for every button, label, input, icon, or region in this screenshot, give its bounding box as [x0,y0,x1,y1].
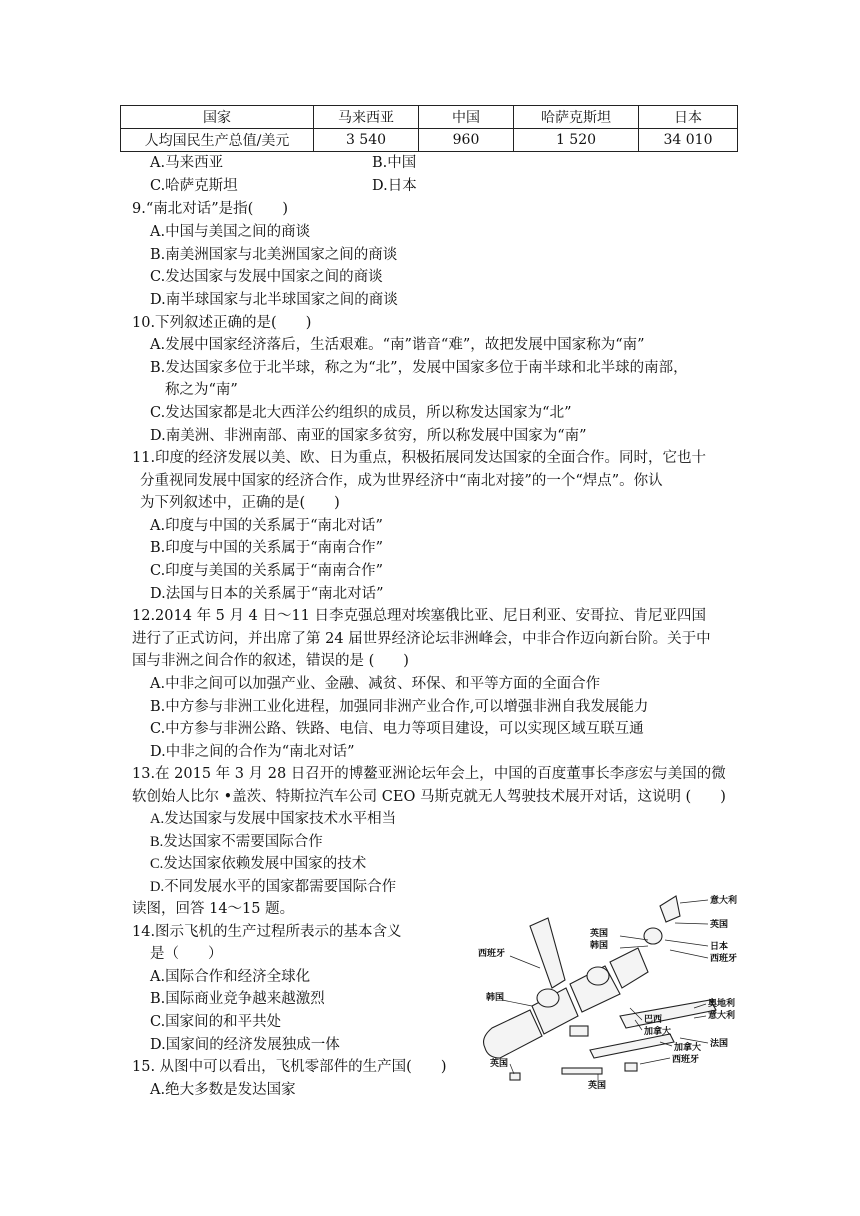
table-header-cell: 马来西亚 [314,106,419,129]
part-shape [510,1073,520,1080]
figure-label: 日本 [710,942,729,952]
figure-label: 英国 [490,1059,509,1069]
q11-option-c: C.印度与美国的关系属于“南南合作” [150,563,384,579]
table-cell: 34 010 [639,129,738,152]
q14-option-d: D.国家间的经济发展独成一体 [150,1037,340,1053]
figure-label: 西班牙 [672,1055,700,1065]
q13-stem-line1: 13.在 2015 年 3 月 28 日召开的博鳌亚洲论坛年会上，中国的百度董事长李彦宏与美国的微 [132,766,726,782]
engine-shape [587,967,609,985]
gnp-table [120,105,738,152]
part-shape [570,1026,588,1036]
q13-option-c: C.发达国家依赖发展中国家的技术 [150,856,367,872]
q8-option-a: A.马来西亚 [150,155,224,171]
q8-option-b: B.中国 [372,155,417,171]
figure-label: 英国 [590,929,609,939]
q11-stem-line2: 分重视同发展中国家的经济合作，成为世界经济中“南北对接”的一个“焊点”。你认 [140,473,663,489]
q14-option-c: C.国家间的和平共处 [150,1014,282,1030]
q8-option-c: C.哈萨克斯坦 [150,178,238,194]
q10-option-d: D.南美洲、非洲南部、南亚的国家多贫穷，所以称发展中国家为“南” [150,428,587,444]
figure-label: 韩国 [590,941,609,951]
airplane-parts-figure [470,888,748,1098]
figure-label: 韩国 [486,993,505,1003]
q9-option-b: B.南美洲国家与北美洲国家之间的商谈 [150,247,398,263]
nose-section-shape [484,1010,542,1058]
q12-stem-line2: 进行了正式访问，并出席了第 24 届世界经济论坛非洲峰会，中非合作迈向新台阶。关于中 [132,631,711,647]
figure-label: 法国 [710,1039,729,1049]
q15-stem: 15. 从图中可以看出，飞机零部件的生产国( ) [132,1059,447,1075]
q11-option-a: A.印度与中国的关系属于“南北对话” [150,518,383,534]
q9-option-c: C.发达国家与发展中国家之间的商谈 [150,269,383,285]
q12-option-c: C.中方参与非洲公路、铁路、电信、电力等项目建设，可以实现区域互联互通 [150,721,644,737]
figure-label: 英国 [588,1081,607,1091]
engine-shape [537,989,559,1007]
q13-option-a: A.发达国家与发展中国家技术水平相当 [150,811,397,827]
q12-stem-line1: 12.2014 年 5 月 4 日～11 日李克强总理对埃塞俄比亚、尼日利亚、安哥拉、肯尼亚四国 [132,608,707,624]
q10-option-a: A.发展中国家经济落后，生活艰难。“南”谐音“难”，故把发展中国家称为“南” [150,337,645,353]
table-header-cell: 哈萨克斯坦 [514,106,639,129]
q12-stem-line3: 国与非洲之间合作的叙述，错误的是 ( ) [132,653,409,669]
q10-option-b: B.发达国家多位于北半球，称之为“北”，发展中国家多位于南半球和北半球的南部， [150,360,688,376]
q11-option-d: D.法国与日本的关系属于“南北对话” [150,586,384,602]
figure-label: 加拿大 [644,1027,672,1037]
figure-label: 意大利 [710,896,738,906]
q13-option-b: B.发达国家不需要国际合作 [150,834,323,850]
figure-intro: 读图，回答 14～15 题。 [132,901,295,917]
figure-label: 加拿大 [674,1043,702,1053]
vertical-tail-shape [530,918,565,988]
q13-stem-line2: 软创始人比尔 •盖茨、特斯拉汽车公司 CEO 马斯克就无人驾驶技术展开对话，这说明 ( ) [132,789,726,805]
q9-option-a: A.中国与美国之间的商谈 [150,224,311,240]
q14-stem-line2: 是（ ） [150,946,223,962]
table-header-cell: 日本 [639,106,738,129]
q12-option-b: B.中方参与非洲工业化进程，加强同非洲产业合作,可以增强非洲自我发展能力 [150,699,649,715]
engine-shape [644,928,662,944]
q12-option-d: D.中非之间的合作为“南北对话” [150,744,355,760]
q10-option-b-cont: 称之为“南” [165,382,238,398]
q11-option-b: B.印度与中国的关系属于“南南合作” [150,540,384,556]
figure-label: 意大利 [708,1011,736,1021]
q14-option-a: A.国际合作和经济全球化 [150,969,311,985]
figure-label: 西班牙 [478,949,506,959]
part-shape [625,1063,637,1071]
table-cell: 960 [419,129,514,152]
table-row-label: 人均国民生产总值/美元 [121,129,314,152]
tail-fin-shape [660,896,680,922]
flap-shape [562,1068,602,1074]
fuselage-section-shape [610,948,648,988]
q8-option-d: D.日本 [372,178,417,194]
airplane-diagram [470,888,748,1098]
q14-option-b: B.国际商业竞争越来越激烈 [150,991,325,1007]
q12-option-a: A.中非之间可以加强产业、金融、减贫、环保、和平等方面的全面合作 [150,676,601,692]
q9-stem: 9.“南北对话”是指( ) [132,201,288,217]
figure-label: 奥地利 [708,999,736,1009]
table-header-cell: 国家 [121,106,314,129]
table-cell: 3 540 [314,129,419,152]
q9-option-d: D.南半球国家与北半球国家之间的商谈 [150,292,398,308]
q13-option-d: D.不同发展水平的国家都需要国际合作 [150,879,397,895]
q10-option-c: C.发达国家都是北大西洋公约组织的成员，所以称发达国家为“北” [150,405,572,421]
wing-shape [590,1034,674,1058]
table-row [121,129,738,152]
q15-option-a: A.绝大多数是发达国家 [150,1082,296,1098]
q14-stem-line1: 14.图示飞机的生产过程所表示的基本含义 [132,924,402,940]
wing-shape [620,1000,716,1028]
q11-stem-line1: 11.印度的经济发展以美、欧、日为重点，积极拓展同发达国家的全面合作。同时，它也十 [132,450,707,466]
table-cell: 1 520 [514,129,639,152]
table-header-cell: 中国 [419,106,514,129]
figure-label: 西班牙 [710,954,738,964]
q11-stem-line3: 为下列叙述中，正确的是( ) [140,495,340,511]
table-header-row [121,106,738,129]
figure-label: 巴西 [644,1015,663,1025]
figure-label: 英国 [710,920,729,930]
q10-stem: 10.下列叙述正确的是( ) [132,315,312,331]
